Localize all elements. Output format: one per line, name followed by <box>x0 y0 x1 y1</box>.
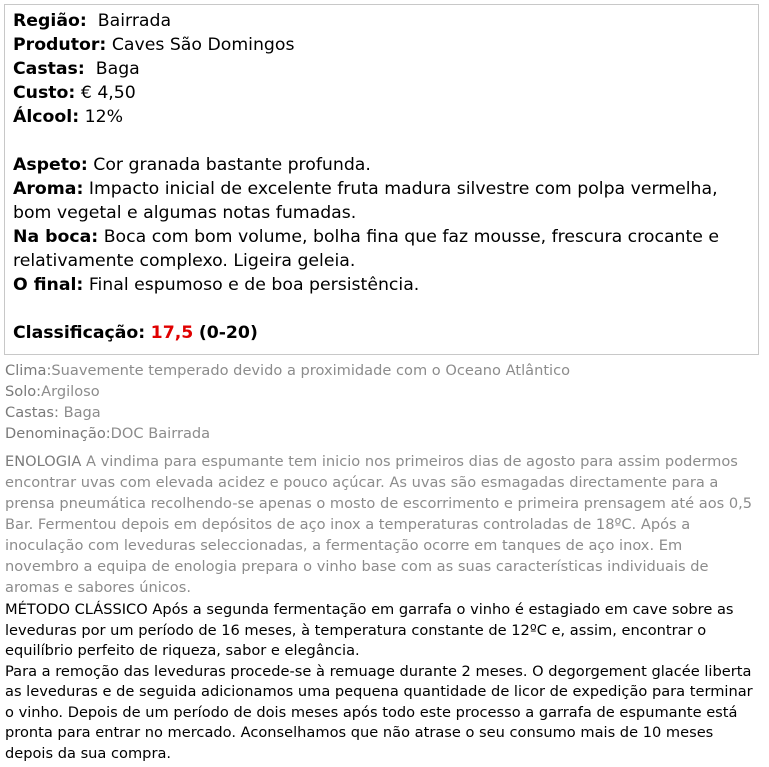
regiao-label: Região: <box>13 11 87 31</box>
denominacao-row <box>5 423 757 444</box>
regiao-row <box>13 9 754 33</box>
aspeto-value: Cor granada bastante profunda. <box>93 155 371 175</box>
regiao-value: Bairrada <box>97 11 172 31</box>
aroma-value: Impacto inicial de excelente fruta madura silvestre com polpa vermelha, bom vegetal e algumas notas fumadas. <box>13 179 718 223</box>
aroma-row <box>13 177 754 225</box>
alcool-value: 12% <box>84 107 124 127</box>
final-label: O final: <box>13 275 84 295</box>
final-value: Final espumoso e de boa persistência. <box>88 275 420 295</box>
custo-label: Custo: <box>13 83 76 103</box>
clima-value: Suavemente temperado devido a proximidade com o Oceano Atlântico <box>51 362 571 379</box>
details-section <box>5 360 757 598</box>
spacer <box>5 444 757 451</box>
metodo-section <box>5 600 757 764</box>
produtor-label: Produtor: <box>13 35 107 55</box>
wine-card <box>4 4 759 355</box>
boca-value: Boca com bom volume, bolha fina que faz mousse, frescura crocante e relativamente complexo. Ligeira geleia. <box>13 227 720 271</box>
alcool-label: Álcool: <box>13 107 80 127</box>
remocao-text: Para a remoção das leveduras procede-se à remuage durante 2 meses. O degorgement glacée liberta as leveduras e de seguida adicionamos uma pequena quantidade de licor de expedição para terminar o vinho. Depois de um período de dois meses após todo este processo a garrafa de espumante está pronta para entrar no mercado. Aconselhamos que não atrase o seu consumo mais de 10 meses depois da sua compra. <box>5 662 753 762</box>
produtor-value: Caves São Domingos <box>111 35 295 55</box>
castas-detail-value: Baga <box>63 404 101 421</box>
spacer <box>13 297 754 321</box>
boca-row <box>13 225 754 273</box>
solo-value: Argiloso <box>41 383 100 400</box>
classificacao-score: 17,5 <box>150 323 194 343</box>
castas-row <box>13 57 754 81</box>
enologia-label: ENOLOGIA <box>5 453 82 470</box>
produtor-row <box>13 33 754 57</box>
castas-value: Baga <box>95 59 140 79</box>
classificacao-scale: (0-20) <box>198 323 258 343</box>
metodo-paragraph <box>5 600 757 662</box>
castas-label: Castas: <box>13 59 85 79</box>
alcool-row <box>13 105 754 129</box>
denominacao-label: Denominação: <box>5 425 111 442</box>
clima-label: Clima: <box>5 362 52 379</box>
clima-row <box>5 360 757 381</box>
solo-row <box>5 381 757 402</box>
final-row <box>13 273 754 297</box>
castas-detail-label: Castas: <box>5 404 59 421</box>
classificacao-row <box>13 321 754 345</box>
metodo-text: Após a segunda fermentação em garrafa o vinho é estagiado em cave sobre as leveduras por um período de 16 meses, à temperatura constante de 12ºC e, assim, encontrar o equilíbrio perfeito de riqueza, sabor e elegância. <box>5 601 734 659</box>
denominacao-value: DOC Bairrada <box>110 425 211 442</box>
aspeto-label: Aspeto: <box>13 155 88 175</box>
custo-value: € 4,50 <box>80 83 136 103</box>
classificacao-label: Classificação: <box>13 323 146 343</box>
enologia-paragraph <box>5 451 757 598</box>
metodo-label: MÉTODO CLÁSSICO <box>5 601 148 618</box>
castas-detail-row <box>5 402 757 423</box>
spacer <box>13 129 754 153</box>
solo-label: Solo: <box>5 383 42 400</box>
aroma-label: Aroma: <box>13 179 84 199</box>
remocao-paragraph <box>5 662 757 765</box>
custo-row <box>13 81 754 105</box>
enologia-text: A vindima para espumante tem inicio nos primeiros dias de agosto para assim podermos encontrar uvas com elevada acidez e pouco açúcar. As uvas são esmagadas directamente para a prensa pneumática recolhendo-se apenas o mosto de escorrimento e primeira prensagem até aos 0,5 Bar. Fermentou depois em depósitos de aço inox a temperaturas controladas de 18ºC. Após a inoculação com leveduras seleccionadas, a fermentação ocorre em tanques de aço inox. Em novembro a equipa de enologia prepara o vinho base com as suas características individuais de aromas e sabores únicos. <box>5 453 753 596</box>
aspeto-row <box>13 153 754 177</box>
boca-label: Na boca: <box>13 227 99 247</box>
